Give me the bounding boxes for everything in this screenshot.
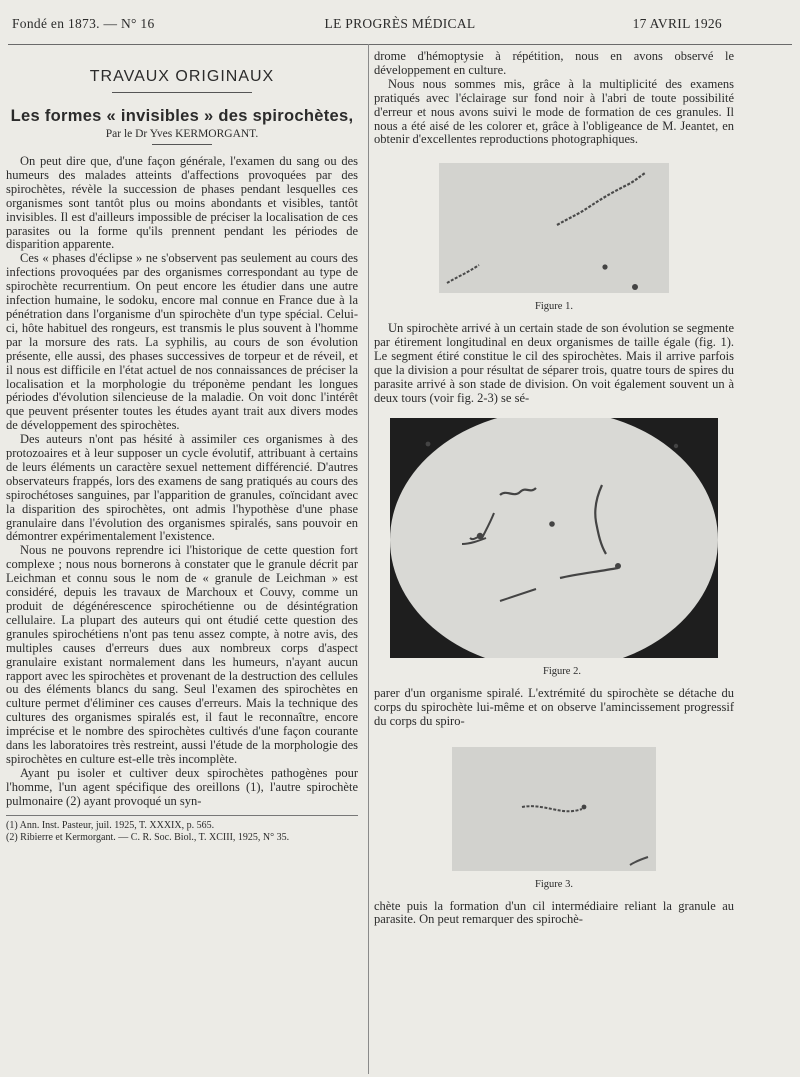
footnotes (6, 815, 358, 844)
article-byline: Par le Dr Yves KERMORGANT. (105, 128, 259, 140)
paragraph: chète puis la formation d'un cil intermédiaire reliant la granule au parasite. On peut remarquer des spirochè- (374, 898, 734, 927)
micrograph-plate-3 (452, 747, 656, 871)
figure-2 (390, 418, 734, 677)
micrograph-plate-2 (390, 418, 718, 658)
section-heading: TRAVAUX ORIGINAUX (89, 68, 275, 85)
paragraph: drome d'hémoptysie à répétition, nous en avons observé le développement en culture. (374, 49, 734, 77)
header-founding-issue: Fondé en 1873. — N° 16 (12, 16, 155, 31)
paragraph: Un spirochète arrivé à un certain stade de son évolution se segmente par étirement longitudinal en deux organismes de taille égale (fig. 1). Le segment étiré constitue le cil des spirochètes. Mais il arrive parfois que la division a pour résultat de séparer trois, quatre tours de spires du parasite arrivé à son stade de division. On voit également souvent un à deux tours (voir fig. 2-3) se sé- (374, 321, 734, 405)
micrograph-plate-1 (439, 163, 669, 293)
paragraph: On peut dire que, d'une façon générale, l'examen du sang ou des humeurs des malades atteints d'affections provoquées par des spirochètes, révèle la succession de phases pendant lesquelles ces organismes sont tantôt plus ou moins abondants et visibles, tantôt invisibles. Il est d'ailleurs impossible de préciser la localisation de ces parasites ou la forme qu'ils prennent pendant les périodes de disparition apparente. (6, 154, 358, 252)
section-rule (112, 92, 252, 93)
header-date: 17 AVRIL 1926 (632, 16, 722, 31)
paragraph: Ces « phases d'éclipse » ne s'observent pas seulement au cours des infections provoquées par des organismes correspondant au type de spirochète recurrentium. On peut encore les étudier dans une autre infection humaine, le sodoku, encore mal connue en France due à la pénétration dans l'organisme d'un spirochète d'un type spécial. Celui-ci, hôte habituel des rongeurs, est transmis le plus souvent à l'homme par la morsure des rats. La syphilis, au cours de son évolution présente, elle aussi, des phases successives de torpeur et de réveil, et il nous est difficile en l'état actuel de nos connaissances de préciser la localisation et la morphologie du tréponème pendant les longues périodes d'évolution silencieuse de la maladie. On voit donc l'intérêt que peuvent présenter toutes les études ayant trait aux divers modes de développement des spirochètes. (6, 251, 358, 433)
paragraph: Ayant pu isoler et cultiver deux spirochètes pathogènes pour l'homme, l'un agent spécifique des oreillons (1), l'autre spirochète pulmonaire (2) ayant provoqué un syn- (6, 765, 358, 808)
figure-1 (374, 163, 734, 312)
paragraph: Des auteurs n'ont pas hésité à assimiler ces organismes à des protozoaires et à leur supposer un cycle évolutif, attribuant à certains de leurs éléments un caractère sexuel nettement différencié. D'autres observateurs frappés, lors des examens de sang pratiqués au cours des spirochétoses sanguines, par l'apparition de granules, coïncidant avec la disparition des spirochètes, ont admis l'hypothèse d'une phase granulaire dans l'évolution des organismes spiralés, sans pouvoir en démontrer expérimentalement l'existence. (6, 432, 358, 544)
paragraph: Nous nous sommes mis, grâce à la multiplicité des examens pratiqués avec l'éclairage sur fond noir à l'abri de toute possibilité d'erreur et nous avons suivi le mode de formation de ces granules. Il nous a été aisé de les colorer et, grâce à l'obligeance de M. Jeantet, en obtenir d'excellentes reproductions photographiques. (374, 76, 734, 147)
micrograph-1-image (439, 163, 669, 293)
paragraph: Nous ne pouvons reprendre ici l'historique de cette question fort complexe ; nous nous bornerons à constater que le granule décrit par Leichman et connu sous le nom de « granule de Leichman » est considéré, depuis les travaux de Marchoux et Couvy, comme un produit de dégénérescence spirochétienne ou de désintégration cellulaire. La plupart des auteurs qui ont étudié cette question des granules spirochétiens n'ont pas tenu assez compte, à notre avis, des multiples causes d'erreurs dues aux nombreux corps d'aspect granulaire existant normalement dans les humeurs, n'ayant aucun rapport avec les spirochètes et provenant de la destruction des cellules ou des éléments blancs du sang. Seul l'examen des spirochètes en culture permet d'éliminer ces causes d'erreurs. Mais la technique des cultures des organismes spiralés est, il faut le reconnaître, encore imprécise et le nombre des spirochètes cultivés d'une façon courante dans les laboratoires très restreint, aussi l'étude de la morphologie des spirochètes en culture est-elle très incomplète. (6, 543, 358, 766)
byline-rule (152, 144, 212, 145)
left-body-text (6, 155, 358, 809)
figure-3 (374, 747, 734, 890)
figure-3-caption: Figure 3. (535, 878, 573, 890)
running-header (8, 10, 792, 45)
footnote: (1) Ann. Inst. Pasteur, juil. 1925, T. XXXIX, p. 565. (6, 819, 215, 831)
right-column (374, 50, 734, 927)
header-journal-title: LE PROGRÈS MÉDICAL (324, 16, 476, 31)
article-title: Les formes « invisibles » des spirochètes, (10, 107, 354, 125)
figure-2-caption: Figure 2. (543, 665, 581, 677)
micrograph-3-image (452, 747, 656, 871)
micrograph-2-image (390, 418, 718, 658)
figure-1-caption: Figure 1. (535, 301, 573, 313)
footnote: (2) Ribierre et Kermorgant. — C. R. Soc. Biol., T. XCIII, 1925, N° 35. (6, 831, 290, 843)
column-divider (368, 44, 369, 1074)
left-column (6, 50, 358, 844)
paragraph: parer d'un organisme spiralé. L'extrémité du spirochète se détache du corps du spirochète lui-même et on observe l'amincissement progressif du corps du spiro- (374, 685, 734, 728)
